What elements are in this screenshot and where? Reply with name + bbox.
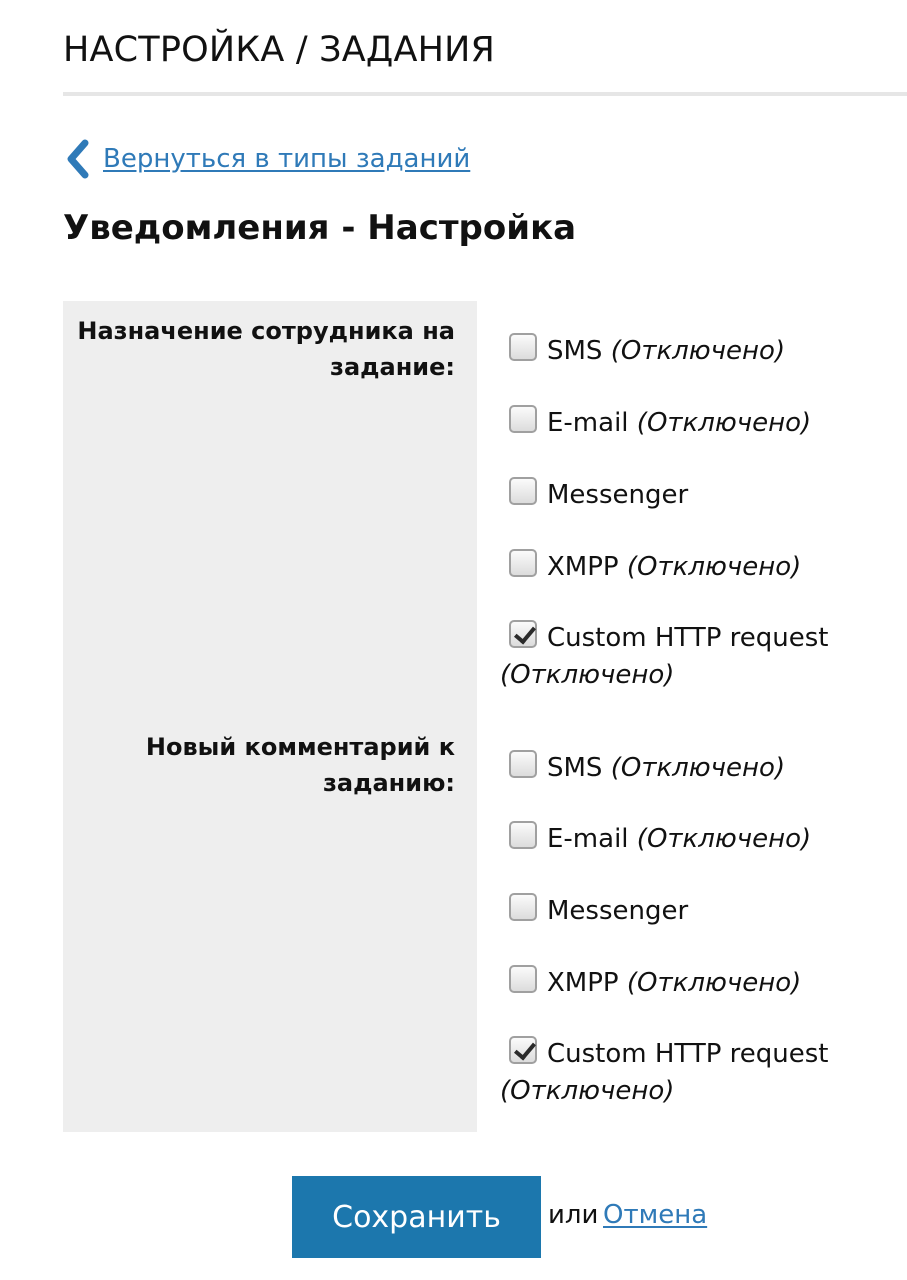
checkbox[interactable]	[509, 750, 537, 778]
option-status: (Отключено)	[610, 753, 786, 783]
option-label: XMPP	[547, 968, 619, 998]
option-status: (Отключено)	[500, 1076, 675, 1106]
checkbox-checked[interactable]	[509, 620, 537, 648]
cancel-link[interactable]: Отмена	[603, 1200, 708, 1230]
option-sms[interactable]	[509, 750, 899, 787]
labels-column	[63, 301, 477, 1132]
option-custom-http[interactable]	[500, 620, 890, 694]
option-email[interactable]	[509, 821, 899, 858]
chevron-left-icon	[63, 139, 93, 179]
option-messenger[interactable]	[509, 893, 899, 930]
checkbox[interactable]	[509, 893, 537, 921]
checkbox[interactable]	[509, 965, 537, 993]
or-text: или	[548, 1200, 599, 1230]
option-email[interactable]	[509, 405, 899, 442]
section-heading: Уведомления - Настройка	[63, 208, 577, 248]
option-label: SMS	[547, 753, 603, 783]
checkbox[interactable]	[509, 821, 537, 849]
save-button[interactable]: Сохранить	[292, 1176, 541, 1258]
checkbox[interactable]	[509, 549, 537, 577]
back-link-label[interactable]: Вернуться в типы заданий	[103, 144, 471, 174]
option-sms[interactable]	[509, 333, 899, 370]
group-label-new-comment: Новый комментарий к заданию:	[145, 733, 455, 797]
option-status: (Отключено)	[626, 552, 802, 582]
page-title: НАСТРОЙКА / ЗАДАНИЯ	[63, 30, 496, 70]
checkbox[interactable]	[509, 405, 537, 433]
option-xmpp[interactable]	[509, 965, 899, 1002]
option-label: Custom HTTP request	[547, 623, 829, 653]
option-label: SMS	[547, 336, 603, 366]
option-label: Custom HTTP request	[547, 1039, 829, 1069]
option-label: Messenger	[547, 480, 689, 510]
checkbox-checked[interactable]	[509, 1036, 537, 1064]
option-status: (Отключено)	[636, 824, 812, 854]
title-divider	[63, 92, 907, 96]
option-xmpp[interactable]	[509, 549, 899, 586]
option-status: (Отключено)	[626, 968, 802, 998]
option-status: (Отключено)	[500, 660, 675, 690]
group-label-assignment: Назначение сотрудника на задание:	[77, 317, 455, 381]
option-custom-http[interactable]	[500, 1036, 890, 1110]
option-status: (Отключено)	[610, 336, 786, 366]
option-label: Messenger	[547, 896, 689, 926]
option-label: E-mail	[547, 824, 629, 854]
option-label: XMPP	[547, 552, 619, 582]
checkbox[interactable]	[509, 333, 537, 361]
option-status: (Отключено)	[636, 408, 812, 438]
option-messenger[interactable]	[509, 477, 899, 514]
back-link[interactable]	[63, 138, 470, 180]
checkbox[interactable]	[509, 477, 537, 505]
option-label: E-mail	[547, 408, 629, 438]
